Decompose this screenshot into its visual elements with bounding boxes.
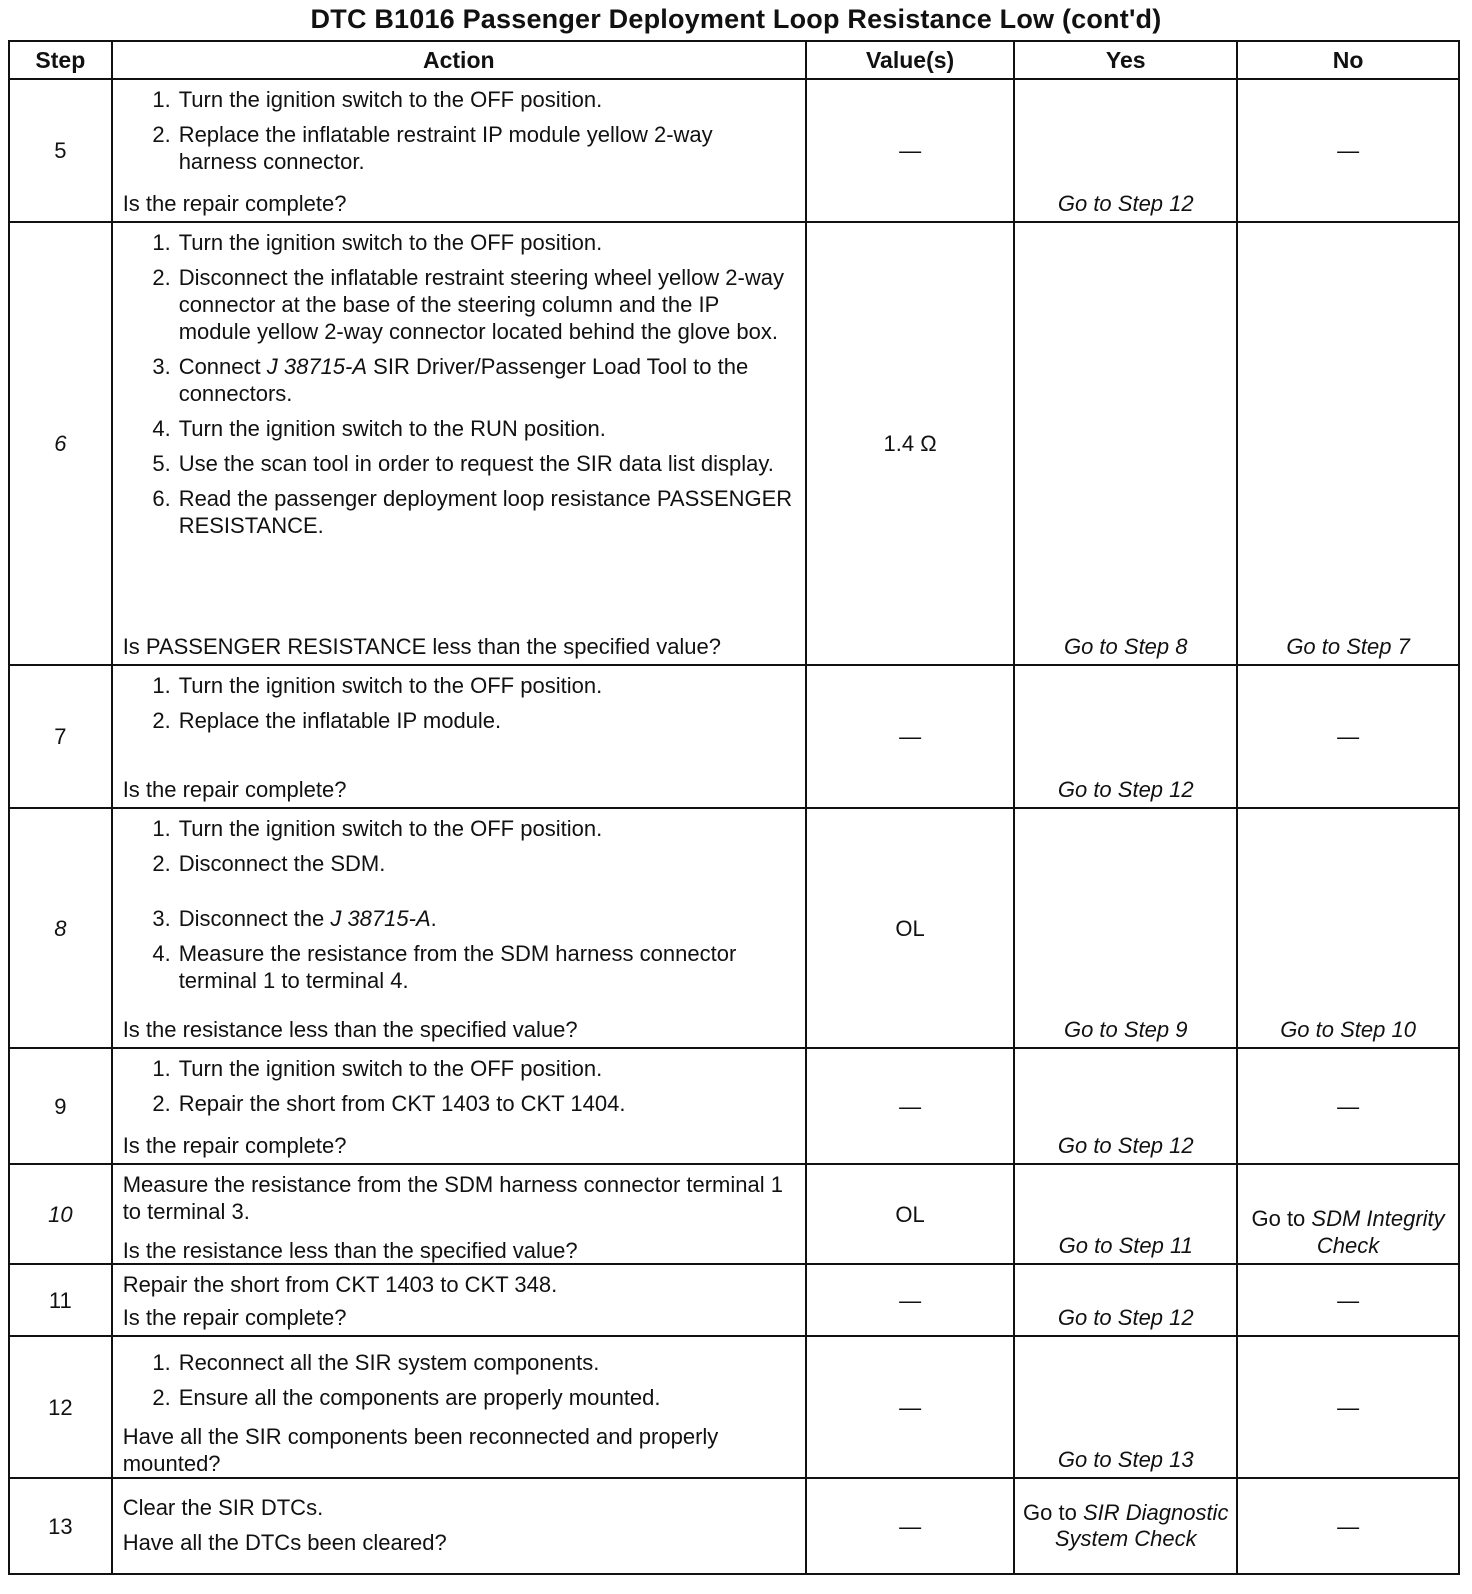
step-number: 9: [9, 1048, 112, 1164]
no-cell: —: [1237, 1478, 1459, 1574]
no-cell: —: [1237, 79, 1459, 222]
step-number: 10: [9, 1164, 112, 1264]
table-row-step-11: [9, 1264, 1459, 1336]
action-cell: [112, 1164, 806, 1264]
yes-cell: Go to Step 11: [1014, 1164, 1237, 1264]
table-row-step-6: [9, 222, 1459, 665]
action-question: Have all the SIR components been reconnected and properly mounted?: [122, 1424, 719, 1476]
yes-cell: Go to SIR Diagnostic System Check: [1014, 1478, 1237, 1574]
list-item: 4. Measure the resistance from the SDM harness connector terminal 1 to terminal 4.: [152, 941, 737, 993]
diagnostic-table: [8, 40, 1460, 1575]
header-step: Step: [9, 41, 112, 79]
action-question: Is the repair complete?: [122, 777, 347, 802]
header-values: Value(s): [806, 41, 1014, 79]
yes-cell: Go to Step 12: [1014, 1264, 1237, 1336]
yes-cell: Go to Step 12: [1014, 1048, 1237, 1164]
step-number: 13: [9, 1478, 112, 1574]
yes-cell: Go to Step 13: [1014, 1336, 1237, 1478]
value-cell: —: [806, 79, 1014, 222]
value-cell: —: [806, 1264, 1014, 1336]
list-item: 1. Reconnect all the SIR system components.: [152, 1350, 600, 1375]
action-question: Is the repair complete?: [122, 1305, 347, 1330]
value-cell: —: [806, 1336, 1014, 1478]
header-no: No: [1237, 41, 1459, 79]
yes-cell: Go to Step 12: [1014, 665, 1237, 808]
value-cell: —: [806, 665, 1014, 808]
step-number: 8: [9, 808, 112, 1048]
action-cell: [112, 1264, 806, 1336]
sdm-integrity-check-link[interactable]: SDM Integrity Check: [1311, 1206, 1445, 1258]
list-item: 1. Turn the ignition switch to the OFF position.: [152, 87, 603, 112]
list-item: 2. Ensure all the components are properly mounted.: [152, 1385, 661, 1410]
action-cell: [112, 808, 806, 1048]
list-item: 2. Disconnect the SDM.: [152, 851, 386, 876]
list-item: 5. Use the scan tool in order to request the SIR data list display.: [152, 451, 774, 476]
no-cell: Go to Step 7: [1237, 222, 1459, 665]
no-cell: Go to SDM Integrity Check: [1237, 1164, 1459, 1264]
action-cell: [112, 1478, 806, 1574]
table-row-step-10: [9, 1164, 1459, 1264]
page-title: DTC B1016 Passenger Deployment Loop Resistance Low (cont'd): [310, 4, 1162, 34]
action-cell: [112, 79, 806, 222]
no-cell: —: [1237, 1048, 1459, 1164]
list-item: 3. Disconnect the J 38715-A.: [152, 906, 437, 931]
list-item: 1. Turn the ignition switch to the OFF position.: [152, 673, 603, 698]
no-cell: —: [1237, 1336, 1459, 1478]
table-row-step-9: [9, 1048, 1459, 1164]
action-text: Clear the SIR DTCs.: [122, 1495, 324, 1520]
action-cell: [112, 222, 806, 665]
action-cell: [112, 665, 806, 808]
step-number: 6: [9, 222, 112, 665]
step-number: 5: [9, 79, 112, 222]
value-cell: OL: [806, 1164, 1014, 1264]
value-cell: —: [806, 1478, 1014, 1574]
action-cell: [112, 1048, 806, 1164]
value-cell: —: [806, 1048, 1014, 1164]
table-row-step-8: [9, 808, 1459, 1048]
action-question: Is the repair complete?: [122, 1133, 347, 1158]
action-question: Is the resistance less than the specified value?: [122, 1238, 578, 1263]
list-item: 2. Replace the inflatable IP module.: [152, 708, 502, 733]
list-item: 2. Replace the inflatable restraint IP module yellow 2-way harness connector.: [152, 122, 713, 174]
no-cell: Go to Step 10: [1237, 808, 1459, 1048]
action-text: Repair the short from CKT 1403 to CKT 348.: [122, 1272, 558, 1297]
action-question: Is the resistance less than the specified value?: [122, 1017, 578, 1042]
step-number: 12: [9, 1336, 112, 1478]
list-item: 2. Disconnect the inflatable restraint steering wheel yellow 2-way connector at the base of the steering column and the IP module yellow 2-way connector located behind the glove box.: [152, 265, 784, 344]
step-number: 7: [9, 665, 112, 808]
yes-cell: Go to Step 9: [1014, 808, 1237, 1048]
tool-reference: J 38715-A: [330, 906, 431, 931]
no-cell: —: [1237, 1264, 1459, 1336]
list-item: 6. Read the passenger deployment loop resistance PASSENGER RESISTANCE.: [152, 486, 793, 538]
list-item: 1. Turn the ignition switch to the OFF position.: [152, 1056, 603, 1081]
header-yes: Yes: [1014, 41, 1237, 79]
action-question: Is the repair complete?: [122, 191, 347, 216]
table-row-step-5: [9, 79, 1459, 222]
list-item: 2. Repair the short from CKT 1403 to CKT 1404.: [152, 1091, 626, 1116]
step-number: 11: [9, 1264, 112, 1336]
value-cell: 1.4 Ω: [806, 222, 1014, 665]
table-row-step-12: [9, 1336, 1459, 1478]
value-cell: OL: [806, 808, 1014, 1048]
yes-cell: Go to Step 8: [1014, 222, 1237, 665]
table-row-step-7: [9, 665, 1459, 808]
action-question: Have all the DTCs been cleared?: [122, 1530, 447, 1555]
list-item: 4. Turn the ignition switch to the RUN position.: [152, 416, 606, 441]
sir-diagnostic-system-check-link[interactable]: SIR Diagnostic System Check: [1054, 1500, 1229, 1551]
table-row-step-13: [9, 1478, 1459, 1574]
action-text: Measure the resistance from the SDM harness connector terminal 1 to terminal 3.: [122, 1172, 783, 1224]
header-action: Action: [112, 41, 806, 79]
action-question: Is PASSENGER RESISTANCE less than the specified value?: [122, 634, 722, 659]
no-cell: —: [1237, 665, 1459, 808]
list-item: 1. Turn the ignition switch to the OFF position.: [152, 230, 603, 255]
header-row: [9, 41, 1459, 79]
list-item: 1. Turn the ignition switch to the OFF position.: [152, 816, 603, 841]
yes-cell: Go to Step 12: [1014, 79, 1237, 222]
list-item: 3. Connect J 38715-A SIR Driver/Passenger Load Tool to the connectors.: [152, 354, 749, 406]
action-cell: [112, 1336, 806, 1478]
tool-reference: J 38715-A: [266, 354, 368, 379]
